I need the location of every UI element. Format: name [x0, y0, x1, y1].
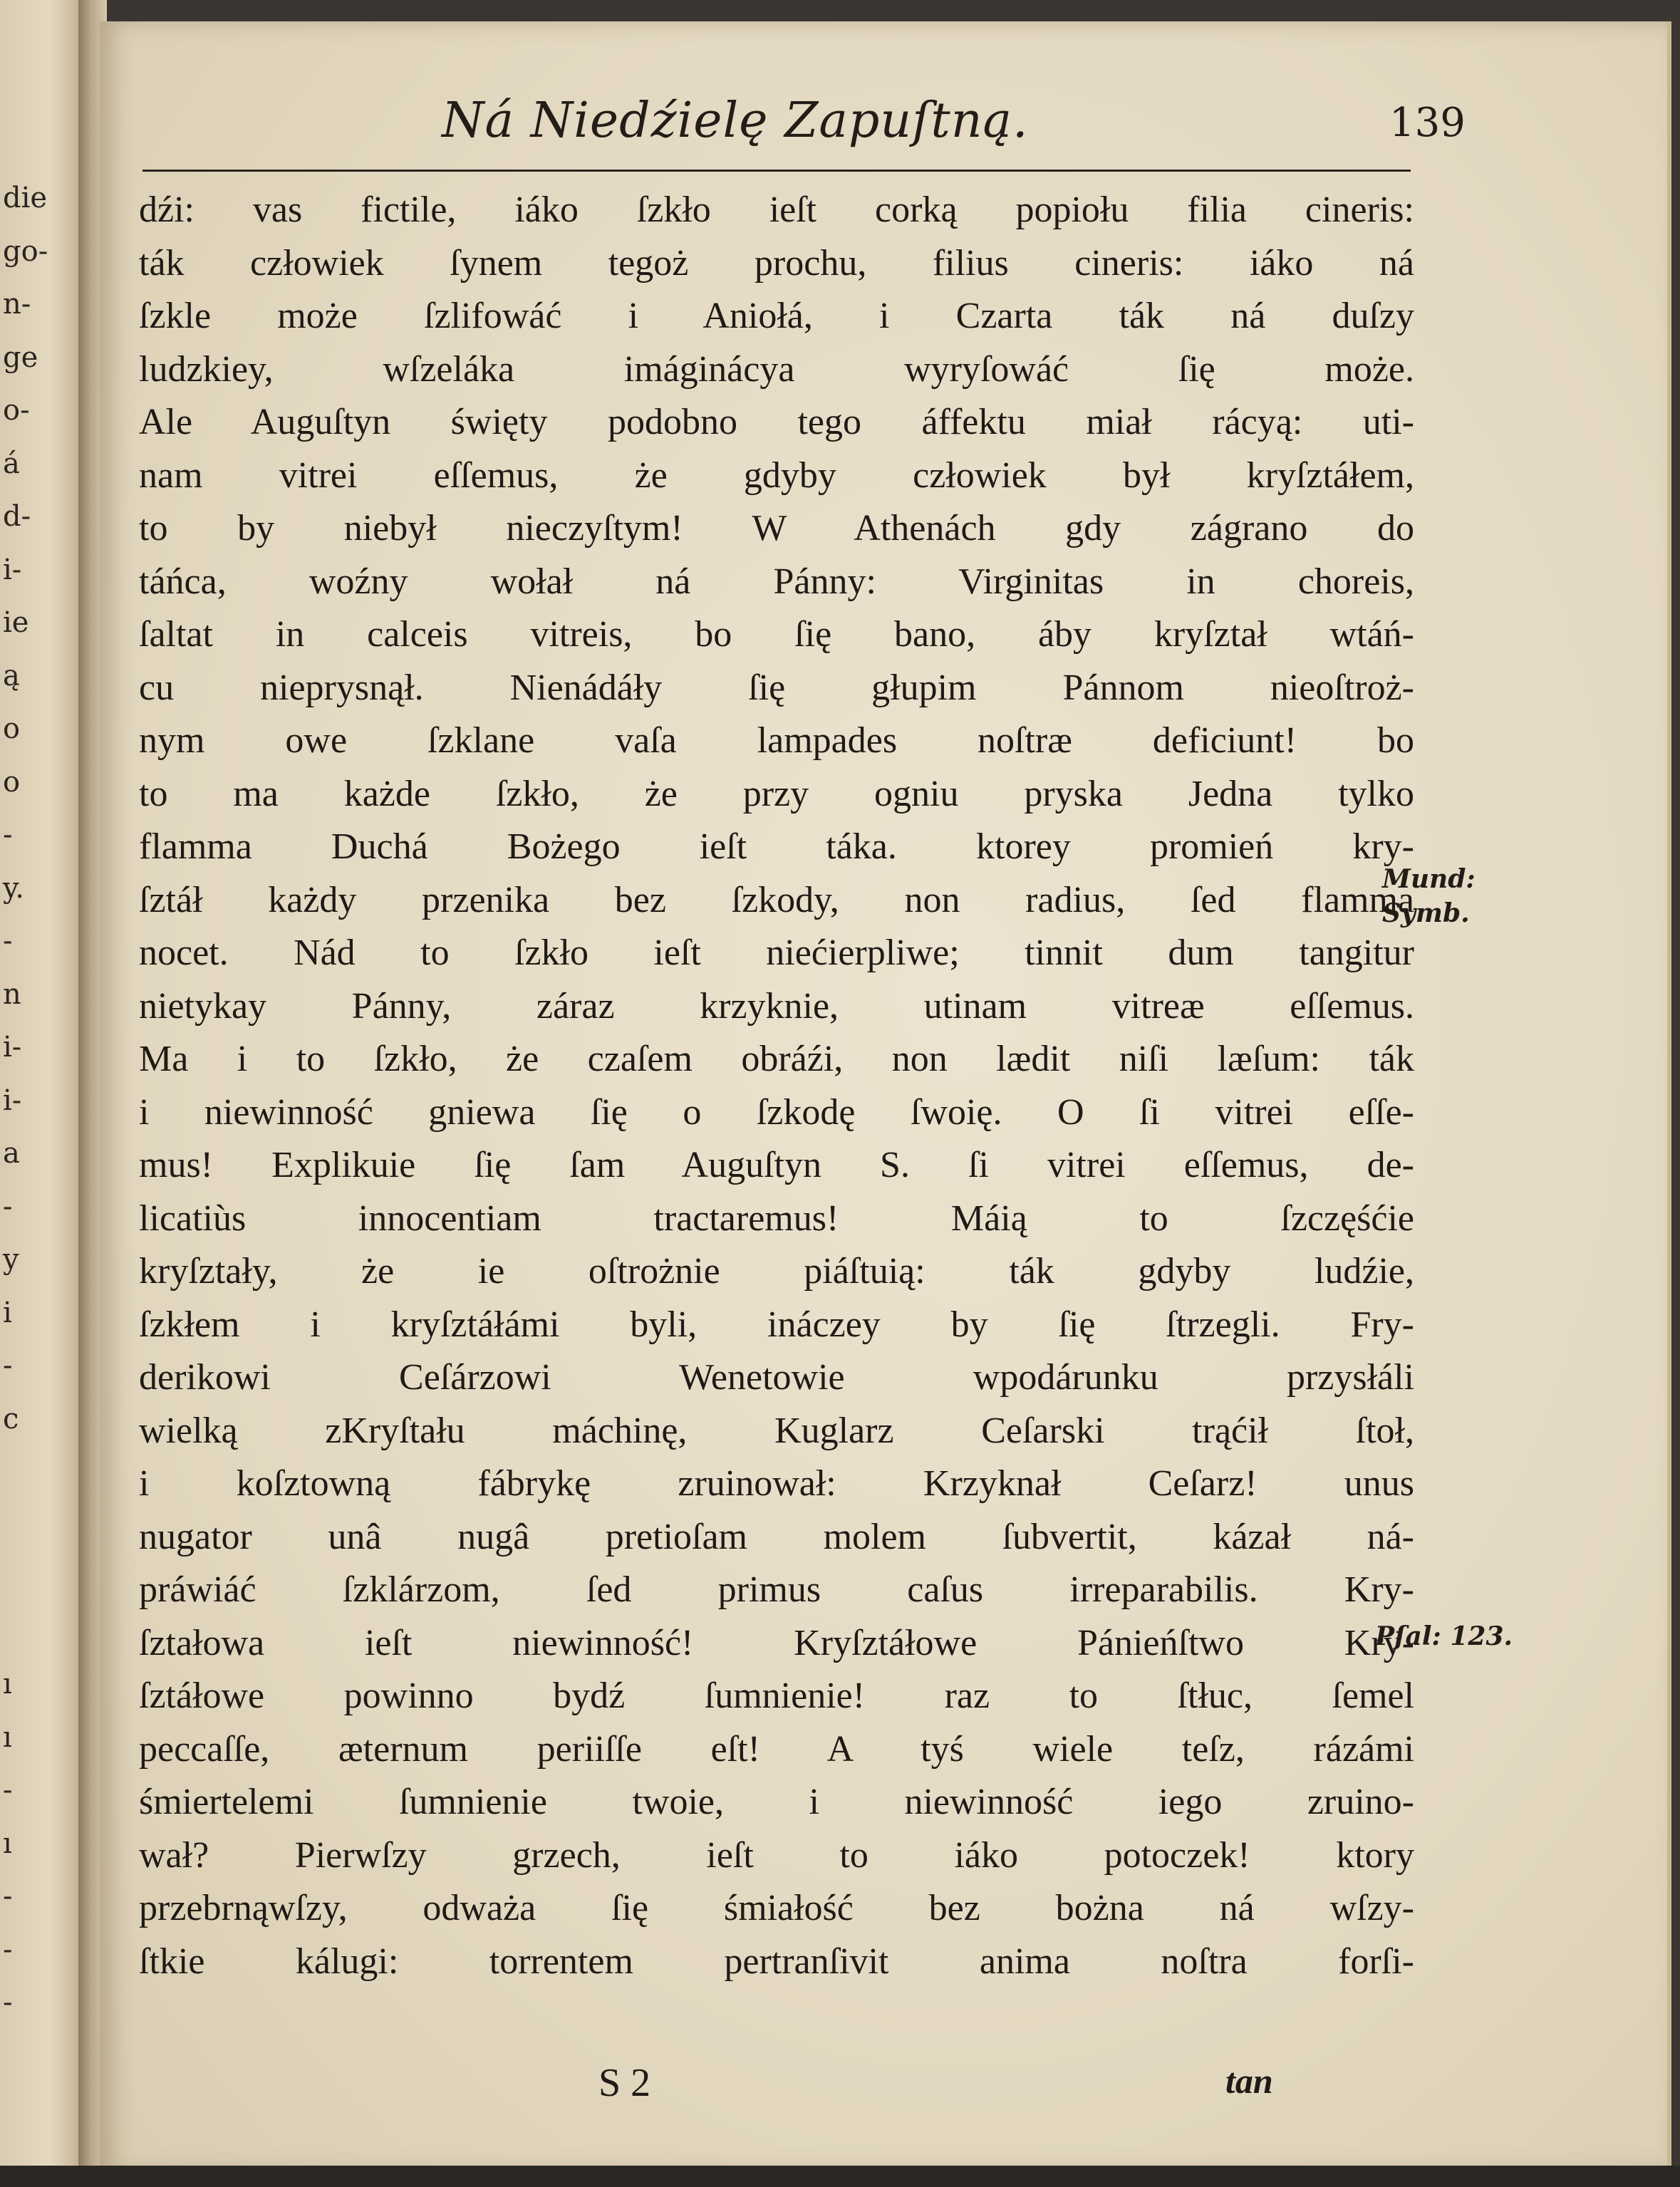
text-line: ſztáł każdy przenika bez ſzkody, non radius, ſed flamma [139, 879, 1414, 920]
body-text [139, 184, 1414, 1988]
left-page-fragment: d- [3, 500, 31, 533]
text-line: táńca, woźny wołał ná Pánny: Virginitas in choreis, [139, 561, 1414, 602]
left-page-fragment: y. [3, 871, 24, 905]
text-line: ták człowiek ſynem tegoż prochu, filius cineris: iáko ná [139, 242, 1414, 284]
text-line: i niewinność gniewa ſię o ſzkodę ſwoię. O ſi vitrei eſſe- [139, 1091, 1414, 1133]
text-line: nugator unâ nugâ pretioſam molem ſubvertit, kázał ná- [139, 1516, 1414, 1557]
text-line: cu nieprysnął. Nienádáły ſię głupim Pánnom nieoſtroż- [139, 667, 1414, 708]
running-title: Ná Niedźielę Zapuſtną. [442, 93, 1029, 149]
left-page-fragment: á [3, 447, 20, 480]
left-page-fragment: i- [3, 1084, 22, 1117]
left-page-fragment: ge [3, 341, 38, 374]
text-line: ſzkle może ſzlifowáć i Aniołá, i Czarta ták ná duſzy [139, 296, 1414, 336]
left-page-fragment: o [3, 765, 21, 799]
margin-note-mund [1382, 862, 1476, 930]
left-page-fragment: die [3, 182, 48, 214]
signature-mark: S 2 [598, 2061, 651, 2105]
left-page-fragment: n [3, 977, 21, 1011]
margin-note-line: Mund: [1382, 864, 1476, 894]
margin-note-psal: Pſal: 123. [1375, 1621, 1513, 1651]
left-page-fragment: - [3, 1349, 13, 1382]
book-page [100, 21, 1671, 2173]
text-line: práwiáć ſzklárzom, ſed primus caſus irreparabilis. Kry- [139, 1569, 1414, 1610]
left-page-fragment: - [3, 1880, 13, 1913]
catchword: tan [1225, 2061, 1273, 2101]
left-page-fragment: y [3, 1243, 19, 1276]
left-page-fragment: n- [3, 288, 31, 321]
header-rule [142, 170, 1411, 172]
text-line: śmiertelemi ſumnienie twoie, i niewinność iego zruino- [139, 1782, 1414, 1822]
left-page-fragment: - [3, 1190, 13, 1223]
text-line: wielką zKryſtału máchinę, Kuglarz Ceſarski trąćił ſtoł, [139, 1410, 1414, 1451]
left-page-fragment: go- [3, 234, 48, 268]
text-line: nietykay Pánny, záraz krzyknie, utinam vitreæ eſſemus. [139, 985, 1414, 1027]
scan-bottom-edge [0, 2166, 1680, 2187]
text-line: mus! Explikuie ſię ſam Auguſtyn S. ſi vitrei eſſemus, de- [139, 1145, 1414, 1185]
left-page-fragment: - [3, 1986, 13, 2019]
text-line: ſztáłowe powinno bydź ſumnienie! raz to ſtłuc, ſemel [139, 1676, 1414, 1716]
text-line: Ma i to ſzkło, że czaſem obráźi, non lædit niſi læſum: ták [139, 1039, 1414, 1079]
margin-note-line: Symb. [1382, 898, 1470, 928]
text-line: flamma Duchá Bożego ieſt táka. ktorey promień kry- [139, 826, 1414, 867]
text-line: nocet. Nád to ſzkło ieſt niećierpliwe; tinnit dum tangitur [139, 933, 1414, 973]
text-line: ſzkłem i kryſztáłámi byli, ináczey by ſię ſtrzegli. Fry- [139, 1304, 1414, 1345]
left-page-fragment: a [3, 1137, 20, 1170]
text-line: kryſztały, że ie oſtrożnie piáſtuią: ták gdyby ludźie, [139, 1251, 1414, 1292]
left-page-fragment: ı [3, 1827, 12, 1860]
text-line: Ale Auguſtyn święty podobno tego áffektu miał rácyą: uti- [139, 402, 1414, 442]
text-line: wał? Pierwſzy grzech, ieſt to iáko potoczek! ktory [139, 1834, 1414, 1876]
left-page-fragment: ą [3, 659, 20, 692]
text-line: derikowi Ceſárzowi Wenetowie wpodárunku przysłáli [139, 1357, 1414, 1398]
text-line: licatiùs innocentiam tractaremus! Máią to ſzczęśćie [139, 1198, 1414, 1239]
left-page-fragment: - [3, 1774, 13, 1807]
text-line: nym owe ſzklane vaſa lampades noſtræ deficiunt! bo [139, 720, 1414, 761]
text-line: to by niebył nieczyſtym! W Athenách gdy zágrano do [139, 508, 1414, 549]
previous-page-edge [0, 0, 84, 2166]
text-line: ſtkie kálugi: torrentem pertranſivit anima noſtra forſi- [139, 1941, 1414, 1982]
left-page-fragment: o- [3, 394, 30, 427]
left-page-fragment: i [3, 1296, 12, 1329]
left-page-fragment: ie [3, 606, 29, 639]
text-line: przebrnąwſzy, odważa ſię śmiałość bez bożna ná wſzy- [139, 1888, 1414, 1928]
left-page-fragment: ı [3, 1668, 12, 1700]
text-line: i koſztowną fábrykę zruinował: Krzyknał Ceſarz! unus [139, 1463, 1414, 1504]
page-number: 139 [1389, 100, 1466, 146]
text-line: ludzkiey, wſzeláka imáginácya wyryſowáć ſię może. [139, 348, 1414, 390]
text-line: ſaltat in calceis vitreis, bo ſię bano, áby kryſztał wtáń- [139, 614, 1414, 655]
left-page-fragment: c [3, 1402, 19, 1435]
text-line: nam vitrei eſſemus, że gdyby człowiek był kryſztáłem, [139, 454, 1414, 496]
left-page-fragment: ı [3, 1720, 12, 1754]
left-page-fragment: - [3, 1933, 13, 1966]
left-page-fragment: i- [3, 553, 22, 586]
left-page-fragment: - [3, 925, 13, 957]
text-line: dźi: vas fictile, iáko ſzkło ieſt corką popiołu filia cineris: [139, 189, 1414, 230]
left-page-fragment: o [3, 712, 21, 745]
text-line: ſztałowa ieſt niewinność! Kryſztáłowe Pánieńſtwo Kry- [139, 1622, 1414, 1663]
text-line: to ma każde ſzkło, że przy ogniu pryska Jedna tylko [139, 773, 1414, 814]
text-line: peccaſſe, æternum periiſſe eſt! A tyś wiele teſz, rázámi [139, 1728, 1414, 1770]
left-page-fragment: i- [3, 1031, 22, 1064]
left-page-fragment: - [3, 819, 13, 851]
